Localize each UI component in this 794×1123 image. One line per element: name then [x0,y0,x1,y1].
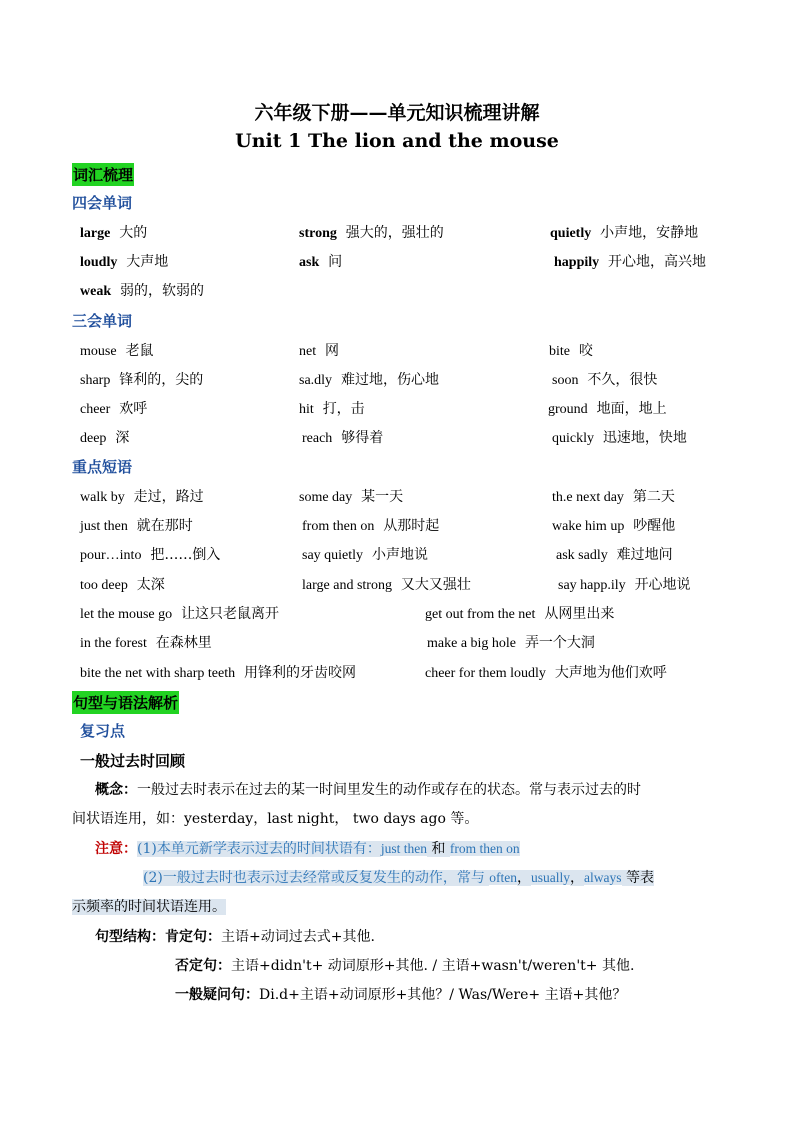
phrase-item: just then 就在那时 [80,518,193,534]
vocab-item: reach 够得着 [302,430,384,446]
vocab-item: mouse 老鼠 [80,343,154,359]
section-vocab: 词汇梳理 [72,163,134,186]
phrase-item: walk by 走过，路过 [80,489,204,505]
phrase-item: in the forest 在森林里 [80,635,212,651]
phrase-item: make a big hole 弄一个大洞 [427,635,595,651]
phrase-item: let the mouse go 让这只老鼠离开 [80,606,280,622]
phrase-item: too deep 太深 [80,577,165,593]
vocab-item: strong 强大的，强壮的 [299,225,444,241]
phrase-item: some day 某一天 [299,489,404,505]
phrase-item: pour…into 把……倒入 [80,547,221,563]
vocab-item: large 大的 [80,225,148,241]
past-tense-heading: 一般过去时回顾 [80,752,186,770]
three-skill-heading: 三会单词 [72,312,133,330]
vocab-item: sa.dly 难过地，伤心地 [299,372,439,388]
phrases-heading: 重点短语 [72,458,133,476]
phrase-item: cheer for them loudly 大声地为他们欢呼 [425,665,667,681]
vocab-item: loudly 大声地 [80,254,169,270]
vocab-item: cheer 欢呼 [80,401,148,417]
vocab-item: weak 弱的，软弱的 [80,283,205,299]
four-skill-heading: 四会单词 [72,194,133,212]
structure-negative: 否定句：主语+didn't+ 动词原形+其他. / 主语+wasn't/weren't+ 其他. [175,958,635,974]
vocab-item: deep 深 [80,430,130,446]
note-1: 注意：(1)本单元新学表示过去的时间状语有：just then 和 from then on [95,841,520,857]
phrase-item: say quietly 小声地说 [302,547,428,563]
phrase-item: large and strong 又大又强壮 [302,577,471,593]
concept-line-1: 概念：一般过去时表示在过去的某一时间里发生的动作或存在的状态。常与表示过去的时 [95,782,641,798]
vocab-item: quietly 小声地，安静地 [550,225,699,241]
phrase-item: ask sadly 难过地问 [556,547,673,563]
vocab-item: net 网 [299,343,340,359]
phrase-item: get out from the net 从网里出来 [425,606,615,622]
page-title: 六年级下册——单元知识梳理讲解 [254,102,540,124]
note-2-line-2: 示频率的时间状语连用。 [72,899,226,915]
concept-line-2: 间状语连用，如：yesterday，last night， two days ago 等。 [72,811,479,827]
vocab-item: bite 咬 [549,343,593,359]
vocab-item: soon 不久，很快 [552,372,658,388]
vocab-item: quickly 迅速地，快地 [552,430,687,446]
phrase-item: from then on 从那时起 [302,518,440,534]
vocab-item: hit 打，击 [299,401,365,417]
section-grammar: 句型与语法解析 [72,691,179,714]
vocab-item: sharp 锋利的，尖的 [80,372,204,388]
structure-question: 一般疑问句：Di.d+主语+动词原形+其他？/ Was/Were+ 主语+其他？ [175,987,627,1003]
vocab-item: ask 问 [299,254,343,270]
vocab-item: ground 地面，地上 [548,401,667,417]
phrase-item: th.e next day 第二天 [552,489,675,505]
unit-title: Unit 1 The lion and the mouse [235,130,559,152]
note-2: (2)一般过去时也表示过去经常或反复发生的动作，常与 often，usually，always 等表 [143,870,654,886]
phrase-item: bite the net with sharp teeth 用锋利的牙齿咬网 [80,665,357,681]
structure-affirmative: 句型结构：肯定句：主语+动词过去式+其他. [95,929,375,945]
vocab-item: happily 开心地，高兴地 [554,254,707,270]
review-heading: 复习点 [80,722,126,740]
phrase-item: wake him up 吵醒他 [552,518,676,534]
phrase-item: say happ.ily 开心地说 [558,577,691,593]
